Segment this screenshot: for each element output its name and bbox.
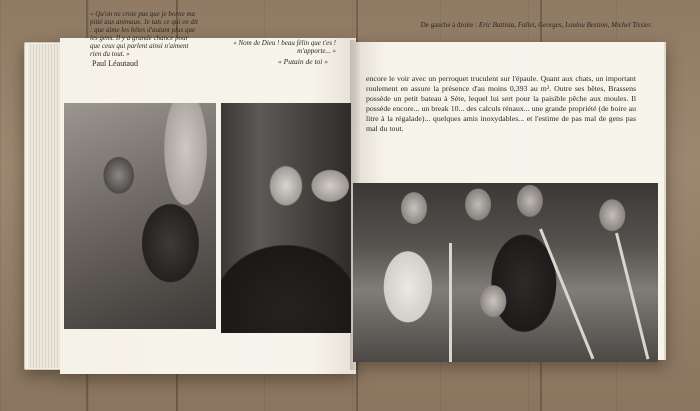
- quote-putain: « Putain de toi »: [278, 57, 328, 66]
- rake-handle: [539, 228, 594, 359]
- man-with-cat-photo: [221, 103, 351, 333]
- rake-handle: [449, 243, 452, 362]
- caption-prefix: De gauche à droite :: [420, 21, 478, 29]
- photo-caption: [402, 21, 652, 29]
- caption-names: Eric Battista, Fallet, Georges, Loulou Bestion, Michel Tissier.: [478, 21, 652, 29]
- man-with-dog-photo: [64, 103, 216, 329]
- body-paragraph: encore le voir avec un perroquet truculent sur l'épaule. Quant aux chats, un important roulement en assure la présence d'au moins 0,393 au m². Outre ses bêtes, Brassens possède un petit bateau à Sète, lequel lui sert pour la paisible pêche aux moules. Il possède encore... un break 10... des calculs rénaux... une grande propriété (de boire au litre à la régalade)... quelques amis inoxydables... et l'estime de pas mal de gens pas mal du tout.: [366, 74, 636, 133]
- quote-nom-de-dieu: « Nom de Dieu ! beau félin que t'es ! m'apporte... »: [233, 39, 336, 55]
- rake-handle: [615, 233, 649, 360]
- quote-author: Paul Léautaud: [92, 59, 138, 68]
- quote-leautaud: « Qu'on ne croie pas que je borne ma pitié aux animaux. Je tais ce qui en dit : que aime les bêtes d'autant plus que les gens. Il y a grande chance pour que ceux qui parlent ainsi n'aiment rien du tout. »: [90, 10, 198, 58]
- group-of-men-photo: [353, 183, 658, 362]
